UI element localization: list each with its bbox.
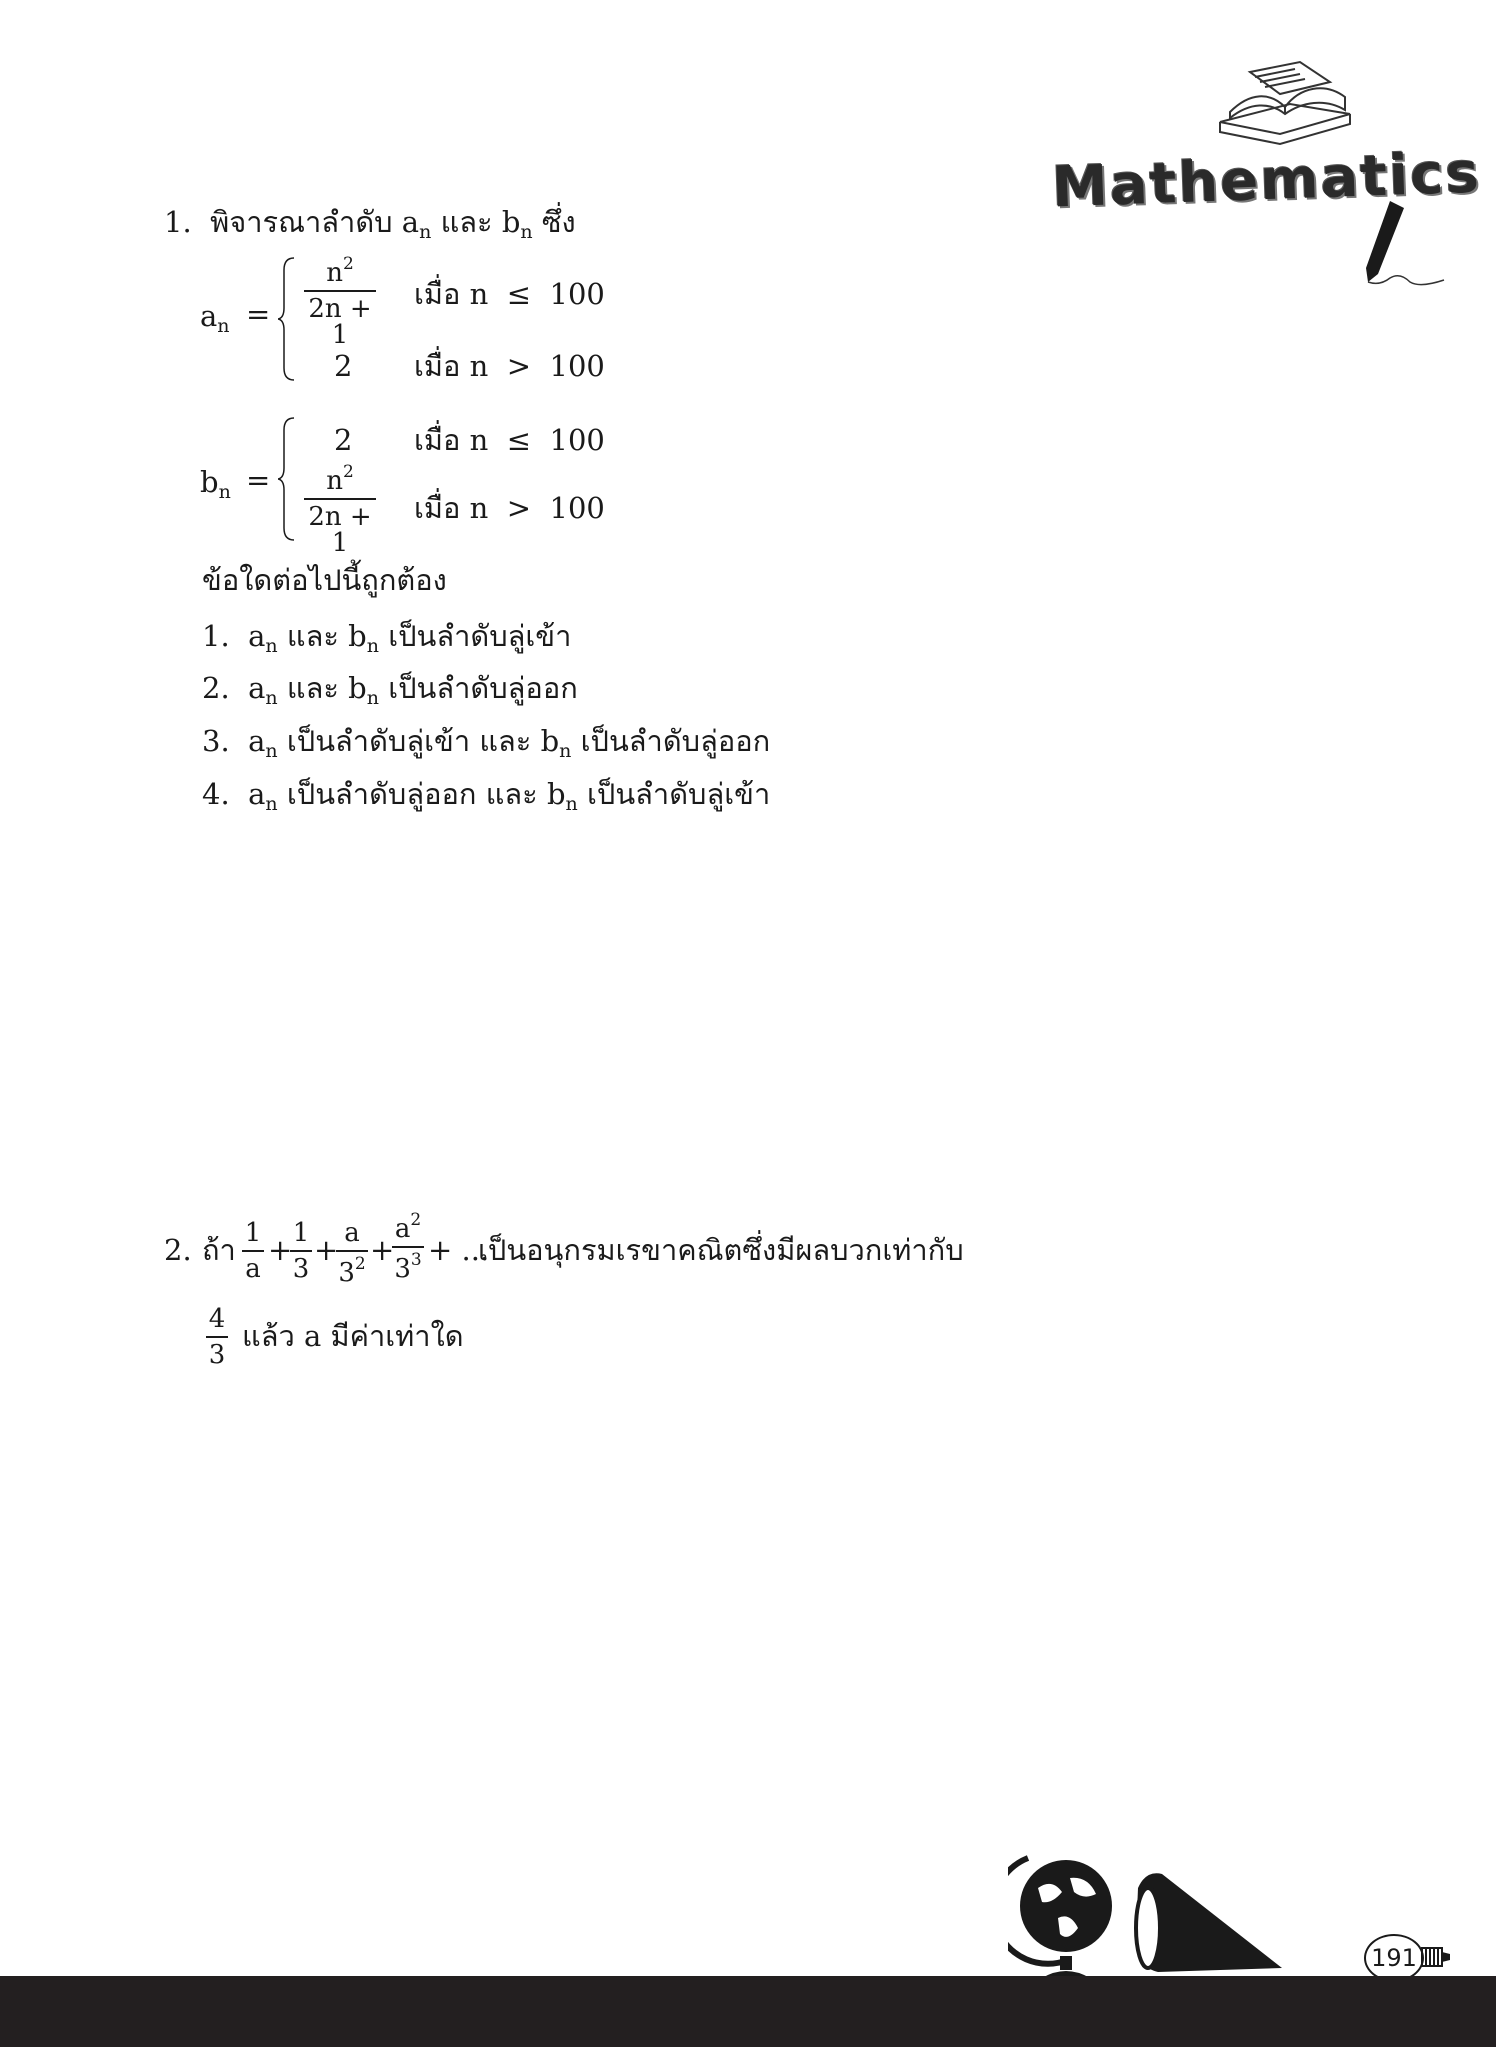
sub-n: n: [366, 635, 379, 657]
choice-mid: เป็นลำดับลู่เข้า และ: [286, 724, 532, 758]
choice-number: 4.: [202, 777, 230, 811]
choice-4: [202, 777, 771, 815]
and-word: และ: [440, 205, 493, 239]
sub-n: n: [218, 481, 231, 503]
var-b: b: [546, 777, 566, 811]
choice-end: เป็นลำดับลู่เข้า: [587, 777, 771, 811]
var-b: b: [540, 724, 560, 758]
megaphone-icon: [1118, 1868, 1286, 1976]
numerator: 1: [244, 1218, 262, 1248]
frac-denominator: 2n + 1: [308, 502, 372, 558]
leq-sign: ≤: [506, 277, 532, 311]
an-cond-2: [414, 349, 605, 383]
q2-frac-sum: [206, 1306, 228, 1368]
q1-number: 1.: [164, 205, 192, 239]
q2-number: 2.: [164, 1233, 192, 1267]
hundred: 100: [549, 491, 605, 525]
hundred: 100: [549, 423, 605, 457]
sub-n: n: [265, 740, 278, 762]
bn-cond-1: [414, 423, 605, 457]
var-b: b: [348, 619, 367, 653]
an-fraction: [304, 256, 376, 348]
numerator: a: [344, 1218, 360, 1248]
exponent: 2: [410, 1210, 422, 1230]
which-word: ซึ่ง: [541, 205, 576, 239]
q2-frac-2: [290, 1220, 312, 1282]
q1-question: ข้อใดต่อไปนี้ถูกต้อง: [202, 563, 447, 597]
lightbulb-icon: [1420, 1942, 1460, 1972]
choice-mid: และ: [286, 671, 339, 705]
pen-icon: [1360, 196, 1450, 291]
brace-bn: [278, 416, 298, 542]
when-word: เมื่อ n: [414, 349, 489, 383]
var-a: a: [401, 205, 420, 239]
denominator: 3: [292, 1254, 310, 1284]
when-word: เมื่อ n: [414, 423, 489, 457]
frac-exponent: 2: [342, 254, 354, 274]
globe-icon: [1008, 1848, 1120, 1980]
denominator: 3: [338, 1258, 355, 1288]
bn-equals: =: [246, 463, 271, 497]
denominator: 3: [208, 1340, 226, 1370]
choice-number: 2.: [202, 671, 230, 705]
sub-n: n: [217, 315, 230, 337]
when-word: เมื่อ n: [414, 277, 489, 311]
plus-sign: +: [268, 1233, 293, 1267]
frac-numerator: n: [326, 258, 343, 288]
exponent: 3: [410, 1250, 422, 1270]
var-b: b: [200, 465, 219, 499]
sub-n: n: [559, 740, 572, 762]
an-label: [200, 299, 230, 337]
q2-text-1: เป็นอนุกรมเรขาคณิตซึ่งมีผลบวกเท่ากับ: [478, 1233, 964, 1267]
choice-1: [202, 619, 572, 657]
sub-n: n: [565, 793, 578, 815]
an-equals: =: [246, 297, 271, 331]
bn-cond-2: [414, 491, 605, 525]
leq-sign: ≤: [506, 423, 532, 457]
an-case-2: 2: [334, 349, 353, 383]
var-a: a: [248, 724, 266, 758]
var-a: a: [248, 777, 266, 811]
numerator: a: [394, 1214, 411, 1244]
footer-bar: [0, 1976, 1496, 2047]
mathematics-logo: Mathematics: [1050, 140, 1482, 221]
hundred: 100: [549, 349, 605, 383]
q2-frac-3: [336, 1220, 368, 1286]
frac-exponent: 2: [342, 462, 354, 482]
choice-end: เป็นลำดับลู่ออก: [580, 724, 771, 758]
choice-number: 3.: [202, 724, 230, 758]
gt-sign: >: [506, 349, 532, 383]
sub-n: n: [265, 687, 278, 709]
choice-mid: เป็นลำดับลู่ออก และ: [286, 777, 538, 811]
sub-n: n: [265, 635, 278, 657]
sub-n: n: [419, 221, 432, 243]
var-a: a: [248, 619, 266, 653]
denominator: a: [245, 1254, 261, 1284]
q2-text-2: แล้ว a มีค่าเท่าใด: [242, 1319, 464, 1353]
frac-numerator: n: [326, 466, 343, 496]
denominator: 3: [394, 1254, 411, 1284]
sub-n: n: [520, 221, 533, 243]
q1-stem: [164, 205, 576, 243]
numerator: 4: [208, 1304, 226, 1334]
page-number: 191: [1364, 1934, 1424, 1982]
choice-end: เป็นลำดับลู่ออก: [388, 671, 578, 705]
var-a: a: [200, 299, 218, 333]
q2-ellipsis: + ...: [428, 1233, 490, 1267]
bn-case-1: 2: [334, 423, 353, 457]
brace-an: [278, 256, 298, 382]
an-cond-1: [414, 277, 605, 311]
sub-n: n: [366, 687, 379, 709]
numerator: 1: [292, 1218, 310, 1248]
gt-sign: >: [506, 491, 532, 525]
q2-frac-4: [392, 1212, 424, 1282]
var-a: a: [248, 671, 266, 705]
plus-sign: +: [370, 1233, 395, 1267]
q2-frac-1: [242, 1220, 264, 1282]
choice-2: [202, 671, 578, 709]
var-b: b: [501, 205, 521, 239]
var-b: b: [348, 671, 367, 705]
when-word: เมื่อ n: [414, 491, 489, 525]
choice-mid: และ: [286, 619, 339, 653]
hundred: 100: [549, 277, 605, 311]
q2-if: ถ้า: [202, 1233, 236, 1267]
sub-n: n: [265, 793, 278, 815]
bn-fraction: [304, 464, 376, 556]
choice-3: [202, 724, 771, 762]
exponent: 2: [354, 1254, 366, 1274]
bn-label: [200, 465, 231, 503]
q1-intro: พิจารณาลำดับ: [210, 205, 393, 239]
plus-sign: +: [314, 1233, 339, 1267]
choice-end: เป็นลำดับลู่เข้า: [388, 619, 572, 653]
choice-number: 1.: [202, 619, 230, 653]
frac-denominator: 2n + 1: [308, 294, 372, 350]
